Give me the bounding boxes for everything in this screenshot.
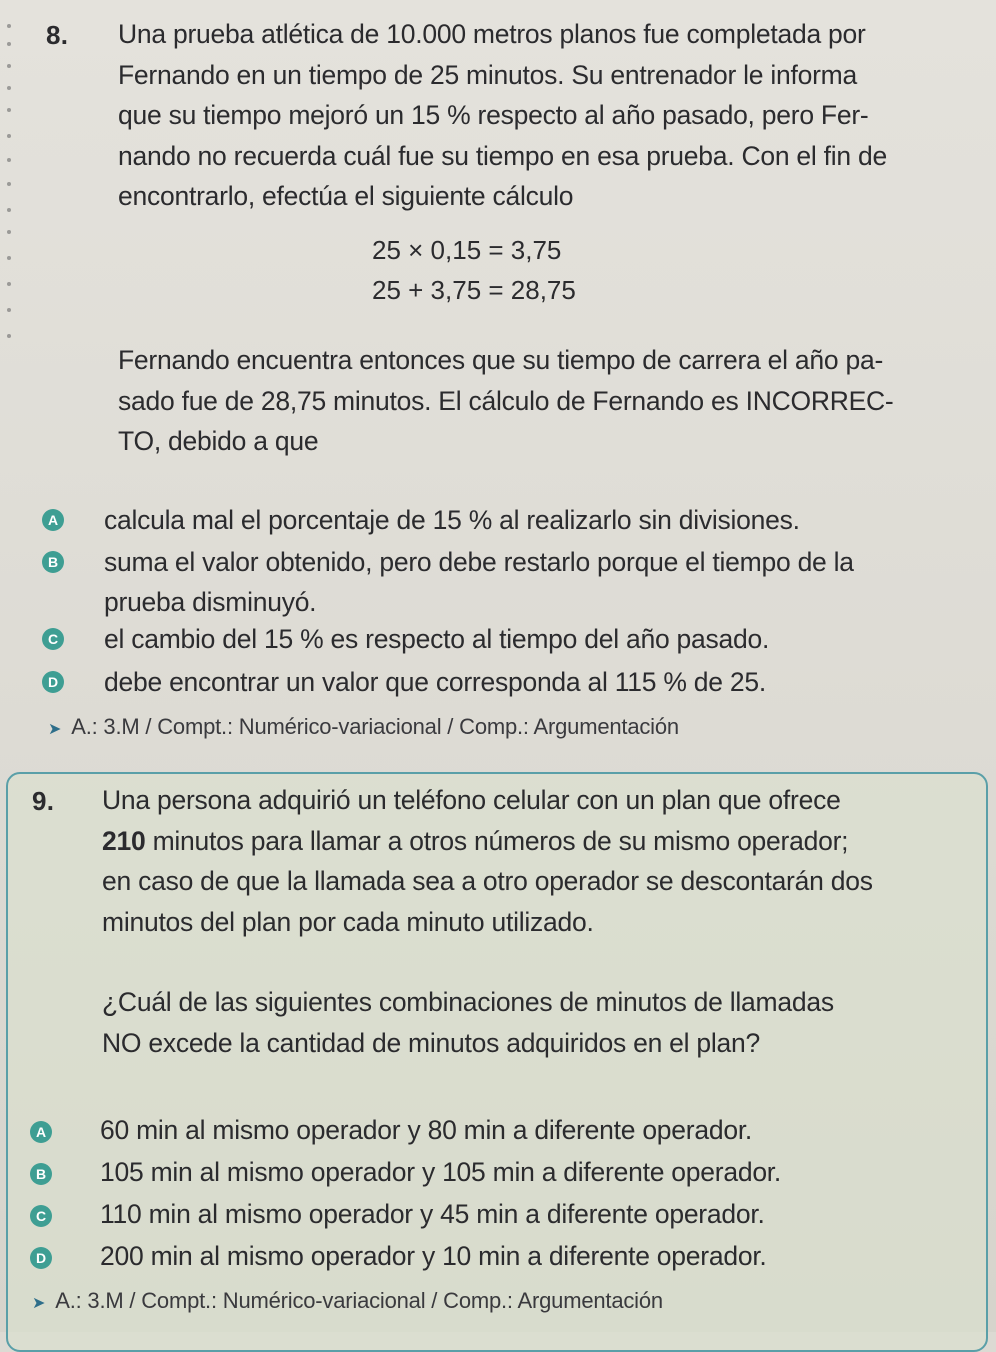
arrow-right-icon: ➤	[48, 721, 62, 738]
question-8-followup	[118, 340, 894, 462]
option-badge-a[interactable]: A	[42, 509, 64, 531]
q9-option-c[interactable]: 110 min al mismo operador y 45 min a diferente operador.	[100, 1199, 765, 1229]
stem-line: en caso de que la llamada sea a otro operador se descontarán dos	[102, 866, 873, 896]
question-9-number: 9.	[32, 786, 55, 816]
q9-option-d[interactable]: 200 min al mismo operador y 10 min a diferente operador.	[100, 1241, 767, 1271]
q9-metadata-text: A.: 3.M / Compt.: Numérico-variacional / Comp.: Argumentación	[55, 1288, 663, 1313]
option-badge-c[interactable]: C	[42, 628, 64, 650]
option-badge-c[interactable]: C	[30, 1205, 52, 1227]
followup-line: sado fue de 28,75 minutos. El cálculo de Fernando es INCORREC-	[118, 385, 894, 416]
stem-line: nando no recuerda cuál fue su tiempo en esa prueba. Con el fin de	[118, 140, 887, 171]
option-badge-b[interactable]: B	[42, 551, 64, 573]
question-9-prompt	[102, 982, 834, 1063]
followup-line: TO, debido a que	[118, 426, 319, 456]
calculation-block	[372, 230, 576, 310]
prompt-line: ¿Cuál de las siguientes combinaciones de minutos de llamadas	[102, 987, 834, 1017]
stem-line: encontrarlo, efectúa el siguiente cálculo	[118, 181, 574, 211]
calculation-line-2: 25 + 3,75 = 28,75	[372, 275, 576, 305]
q8-option-d[interactable]: debe encontrar un valor que corresponda al 115 % de 25.	[104, 667, 766, 697]
plan-minutes-value: 210	[102, 825, 146, 856]
q8-option-c[interactable]: el cambio del 15 % es respecto al tiempo del año pasado.	[104, 624, 770, 654]
q9-option-a[interactable]: 60 min al mismo operador y 80 min a diferente operador.	[100, 1115, 753, 1145]
q8-metadata	[48, 714, 679, 740]
option-badge-d[interactable]: D	[42, 671, 64, 693]
stem-line: que su tiempo mejoró un 15 % respecto al año pasado, pero Fer-	[118, 100, 869, 130]
option-badge-a[interactable]: A	[30, 1121, 52, 1143]
followup-line: Fernando encuentra entonces que su tiempo de carrera el año pa-	[118, 345, 884, 375]
option-badge-b[interactable]: B	[30, 1163, 52, 1185]
stem-line-rest: minutos para llamar a otros números de su mismo operador;	[145, 825, 849, 856]
question-8-stem	[118, 14, 887, 217]
calculation-line-1: 25 × 0,15 = 3,75	[372, 235, 562, 265]
q8-option-b-cont[interactable]: prueba disminuyó.	[104, 587, 317, 617]
stem-line: Una persona adquirió un teléfono celular con un plan que ofrece	[102, 785, 841, 815]
arrow-right-icon: ➤	[32, 1295, 46, 1312]
question-8-number: 8.	[46, 20, 69, 50]
option-badge-d[interactable]: D	[30, 1247, 52, 1269]
question-9-stem	[102, 780, 873, 942]
q8-option-b[interactable]: suma el valor obtenido, pero debe restarlo porque el tiempo de la	[104, 547, 854, 577]
margin-dots	[2, 24, 16, 354]
q9-metadata	[32, 1288, 663, 1314]
q9-option-b[interactable]: 105 min al mismo operador y 105 min a diferente operador.	[100, 1157, 782, 1187]
q8-option-a[interactable]: calcula mal el porcentaje de 15 % al realizarlo sin divisiones.	[104, 505, 800, 535]
q8-metadata-text: A.: 3.M / Compt.: Numérico-variacional / Comp.: Argumentación	[71, 714, 679, 739]
stem-line: Fernando en un tiempo de 25 minutos. Su entrenador le informa	[118, 59, 857, 90]
stem-line: Una prueba atlética de 10.000 metros planos fue completada por	[118, 19, 866, 49]
stem-line: minutos del plan por cada minuto utilizado.	[102, 906, 594, 937]
stem-line	[102, 821, 873, 862]
prompt-line: NO excede la cantidad de minutos adquiridos en el plan?	[102, 1027, 761, 1058]
